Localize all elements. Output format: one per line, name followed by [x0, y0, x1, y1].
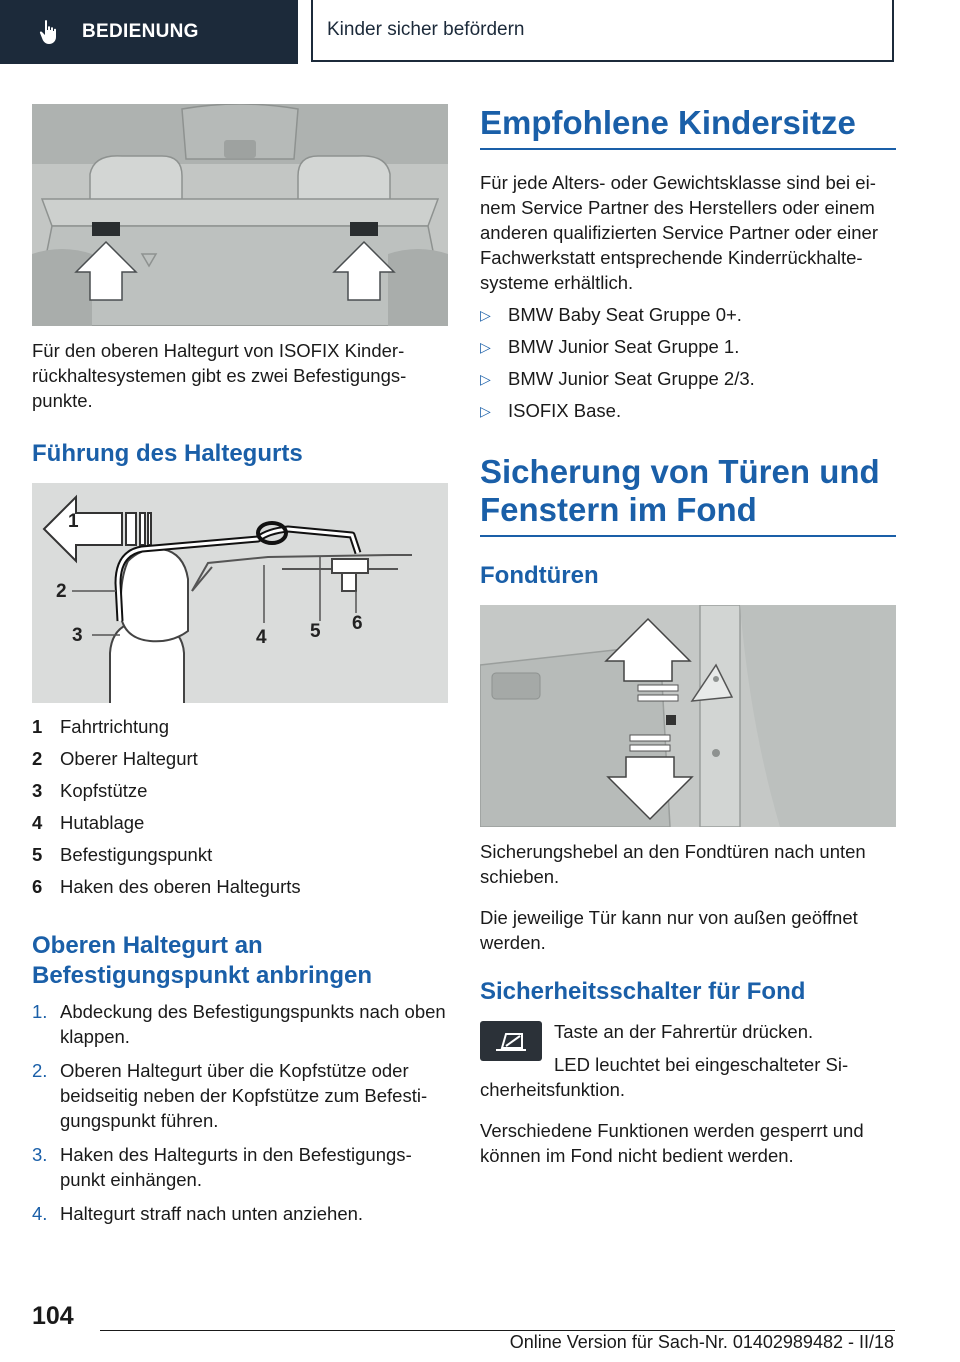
attach-steps — [32, 999, 448, 1226]
anchor-caption: Für den oberen Haltegurt von ISOFIX Kinderrückhaltesystemen gibt es zwei Befestigungspunkte. — [32, 340, 407, 411]
legend-item: 3 Kopfstütze — [32, 780, 148, 801]
seats-intro: Für jede Alters- oder Gewichtsklasse sind bei einem Service Partner des Herstellers oder einem anderen qualifizierten Service Partner oder einer Fachwerkstatt entsprechende Kinderrückhaltesysteme erhältlich. — [480, 172, 878, 293]
list-item: ▷ ISOFIX Base. — [480, 395, 896, 427]
heading-strap-routing: Führung des Haltegurts — [32, 440, 303, 467]
diagram-label-6: 6 — [352, 613, 363, 634]
page-footer — [0, 1296, 960, 1362]
right-column — [480, 104, 896, 1168]
heading-attach-strap: Oberen Haltegurt an Befestigungspunkt anbringen — [32, 932, 373, 989]
step-item: 3. Haken des Haltegurts in den Befestigungspunkt einhängen. — [32, 1144, 412, 1190]
list-item: ▷ BMW Junior Seat Gruppe 2/3. — [480, 363, 896, 395]
diagram-label-1: 1 — [68, 511, 79, 532]
section-tab — [0, 0, 298, 64]
legend-item: 2 Oberer Haltegurt — [32, 748, 198, 769]
diagram-legend — [32, 711, 448, 903]
legend-item: 1 Fahrtrichtung — [32, 716, 169, 737]
rear-doors-note: Die jeweilige Tür kann nur von außen geöffnet werden. — [480, 907, 858, 953]
chapter-title-box — [311, 0, 894, 62]
heading-rear-doors: Fondtüren — [480, 562, 599, 589]
left-column — [32, 104, 448, 1235]
list-item: ▷ BMW Junior Seat Gruppe 1. — [480, 331, 896, 363]
list-item: ▷ BMW Baby Seat Gruppe 0+. — [480, 299, 896, 331]
page-header — [0, 0, 960, 66]
safety-switch-block — [480, 1019, 896, 1102]
diagram-label-2: 2 — [56, 581, 67, 602]
switch-instruction: Taste an der Fahrertür drücken. — [554, 1021, 814, 1042]
rear-door-lock-photo — [480, 605, 896, 827]
triangle-bullet-icon: ▷ — [480, 403, 491, 419]
chapter-title: Kinder sicher befördern — [327, 19, 525, 40]
step-item: 4. Haltegurt straff nach unten anziehen. — [32, 1203, 364, 1224]
hand-pointer-icon — [38, 19, 62, 45]
online-version-note: Online Version für Sach-Nr. 01402989482 - II/18 — [509, 1332, 894, 1352]
step-item: 2. Oberen Haltegurt über die Kopfstütze oder beidseitig neben der Kopfstütze zum Befestigungspunkt führen. — [32, 1060, 428, 1131]
triangle-bullet-icon: ▷ — [480, 339, 491, 355]
heading-door-window-lock: Sicherung von Türen und Fenstern im Fond — [480, 453, 896, 537]
page-number: 104 — [32, 1302, 74, 1330]
legend-item: 5 Befestigungspunkt — [32, 844, 213, 865]
heading-child-seats: Empfohlene Kindersitze — [480, 104, 896, 150]
section-label: BEDIENUNG — [82, 21, 199, 42]
strap-routing-diagram — [32, 483, 448, 703]
door-illustration — [480, 605, 896, 827]
window-lock-button-icon — [480, 1021, 542, 1061]
footer-divider — [100, 1330, 895, 1331]
strap-diagram-svg — [32, 483, 448, 703]
rear-seat-illustration — [32, 104, 448, 326]
rear-doors-instruction: Sicherungshebel an den Fondtüren nach unten schieben. — [480, 841, 866, 887]
diagram-label-4: 4 — [256, 627, 267, 648]
diagram-label-5: 5 — [310, 621, 321, 642]
step-item: 1. Abdeckung des Befestigungspunkts nach oben klappen. — [32, 1001, 446, 1047]
diagram-label-3: 3 — [72, 625, 83, 646]
switch-led-note: LED leuchtet bei eingeschalteter Sicherheitsfunktion. — [480, 1054, 849, 1100]
heading-safety-switch: Sicherheitsschalter für Fond — [480, 978, 806, 1005]
switch-function-note: Verschiedene Funktionen werden gesperrt und können im Fond nicht bedient werden. — [480, 1120, 864, 1166]
triangle-bullet-icon: ▷ — [480, 307, 491, 323]
isofix-anchor-photo — [32, 104, 448, 326]
legend-item: 4 Hutablage — [32, 812, 145, 833]
seat-list — [480, 299, 896, 427]
triangle-bullet-icon: ▷ — [480, 371, 491, 387]
legend-item: 6 Haken des oberen Haltegurts — [32, 876, 301, 897]
